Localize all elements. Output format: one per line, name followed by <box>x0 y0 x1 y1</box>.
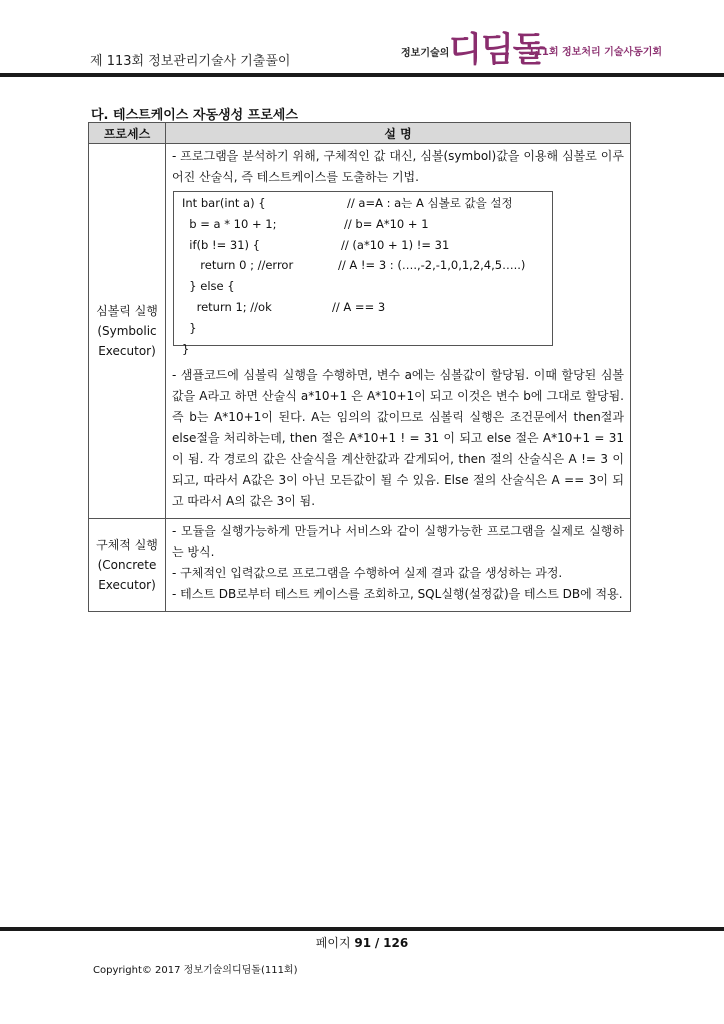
concrete-line: - 테스트 DB로부터 테스트 케이스를 조회하고, SQL실행(설정값)을 테스트 DB에 적용. <box>172 587 623 601</box>
table-row <box>89 144 631 519</box>
code-text: b = a * 10 + 1; <box>182 216 277 231</box>
process-name-en: Executor) <box>98 578 156 592</box>
code-sample <box>173 191 553 356</box>
code-text: } else { <box>182 279 235 294</box>
code-comment: // b= A*10 + 1 <box>344 216 429 231</box>
header-process: 프로세스 <box>89 123 166 144</box>
symbolic-intro: - 프로그램을 분석하기 위해, 구체적인 값 대신, 심볼(symbol)값을 이용해 심볼로 이루어진 산술식, 즉 테스트케이스를 도출하는 기법. <box>172 149 624 184</box>
page-current: 91 <box>354 936 372 950</box>
process-cell-concrete <box>89 519 166 612</box>
concrete-line: - 구체적인 입력값으로 프로그램을 수행하여 실제 결과 값을 생성하는 과정. <box>172 566 563 580</box>
code-comment: // A == 3 <box>332 299 386 314</box>
description-cell-symbolic <box>166 144 631 519</box>
code-text: } <box>182 341 190 356</box>
code-line <box>182 255 544 276</box>
table-row <box>89 519 631 612</box>
header-description: 설 명 <box>166 123 631 144</box>
document-header-title: 제 113회 정보관리기술사 기출풀이 <box>90 54 291 69</box>
code-line <box>182 318 544 339</box>
page-number <box>0 934 724 951</box>
code-text: if(b != 31) { <box>182 237 260 252</box>
page-separator: / <box>374 936 380 950</box>
brand-subtitle: 111회 정보처리 기술사동기회 <box>528 47 663 58</box>
footer-divider <box>0 927 724 931</box>
page-total: 126 <box>383 936 409 950</box>
process-table <box>88 122 631 612</box>
symbolic-explanation: - 샘플코드에 심볼릭 실행을 수행하면, 변수 a에는 심볼값이 할당됨. 이때 할당된 심볼값을 A라고 하면 산술식 a*10+1 은 A*10+1이 되고 이것은 변수 b에 그대로 할당됨. 즉 b는 A*10+1이 된다. A는 임의의 값이므로 심볼릭 실행은 조건문에서 then절과 else절을 처리하는데, then 절은 A*10+1 ! = 31 이 되고 else 절은 A*10+1 = 31이 됨. 각 경로의 값은 산술식을 계산한값과 같게되어, then 절의 산술식은 A != 3 이 되고, 따라서 A값은 3이 아닌 모든값이 될 수 있음. Else 절의 산술식은 A == 3이 되고 따라서 A의 값은 3이 됨. <box>172 368 624 508</box>
concrete-line: - 모듈을 실행가능하게 만들거나 서비스와 같이 실행가능한 프로그램을 실제로 실행하는 방식. <box>172 524 624 559</box>
code-text: return 1; //ok <box>182 299 272 314</box>
section-heading: 다. 테스트케이스 자동생성 프로세스 <box>91 108 298 123</box>
process-name: 구체적 실행 <box>96 538 158 552</box>
header-divider <box>0 73 724 77</box>
code-line <box>182 235 544 256</box>
code-text: return 0 ; //error <box>182 258 294 273</box>
code-comment: // a=A : a는 A 심볼로 값을 설정 <box>347 196 513 210</box>
code-text: Int bar(int a) { <box>182 196 266 210</box>
code-line <box>182 276 544 297</box>
copyright: Copyright© 2017 정보기술의디딤돌(111회) <box>93 965 298 976</box>
process-name-en: (Concrete <box>97 558 157 572</box>
code-text: } <box>182 320 197 335</box>
code-comment: // (a*10 + 1) != 31 <box>341 237 450 252</box>
page-label: 페이지 <box>315 936 351 950</box>
code-comment: // A != 3 : (….,-2,-1,0,1,2,4,5…..) <box>338 258 526 273</box>
code-line <box>182 297 544 318</box>
description-cell-concrete <box>166 519 631 612</box>
brand-tagline: 정보기술의 <box>401 48 450 59</box>
process-cell-symbolic <box>89 144 166 519</box>
brand-logo-text: 디딤돌 <box>449 30 545 70</box>
code-line <box>182 193 544 214</box>
process-name: 심볼릭 실행 <box>96 304 158 318</box>
process-name-en: Executor) <box>98 344 156 358</box>
code-line <box>182 214 544 235</box>
process-name-en: (Symbolic <box>97 324 157 338</box>
table-header-row <box>89 123 631 144</box>
